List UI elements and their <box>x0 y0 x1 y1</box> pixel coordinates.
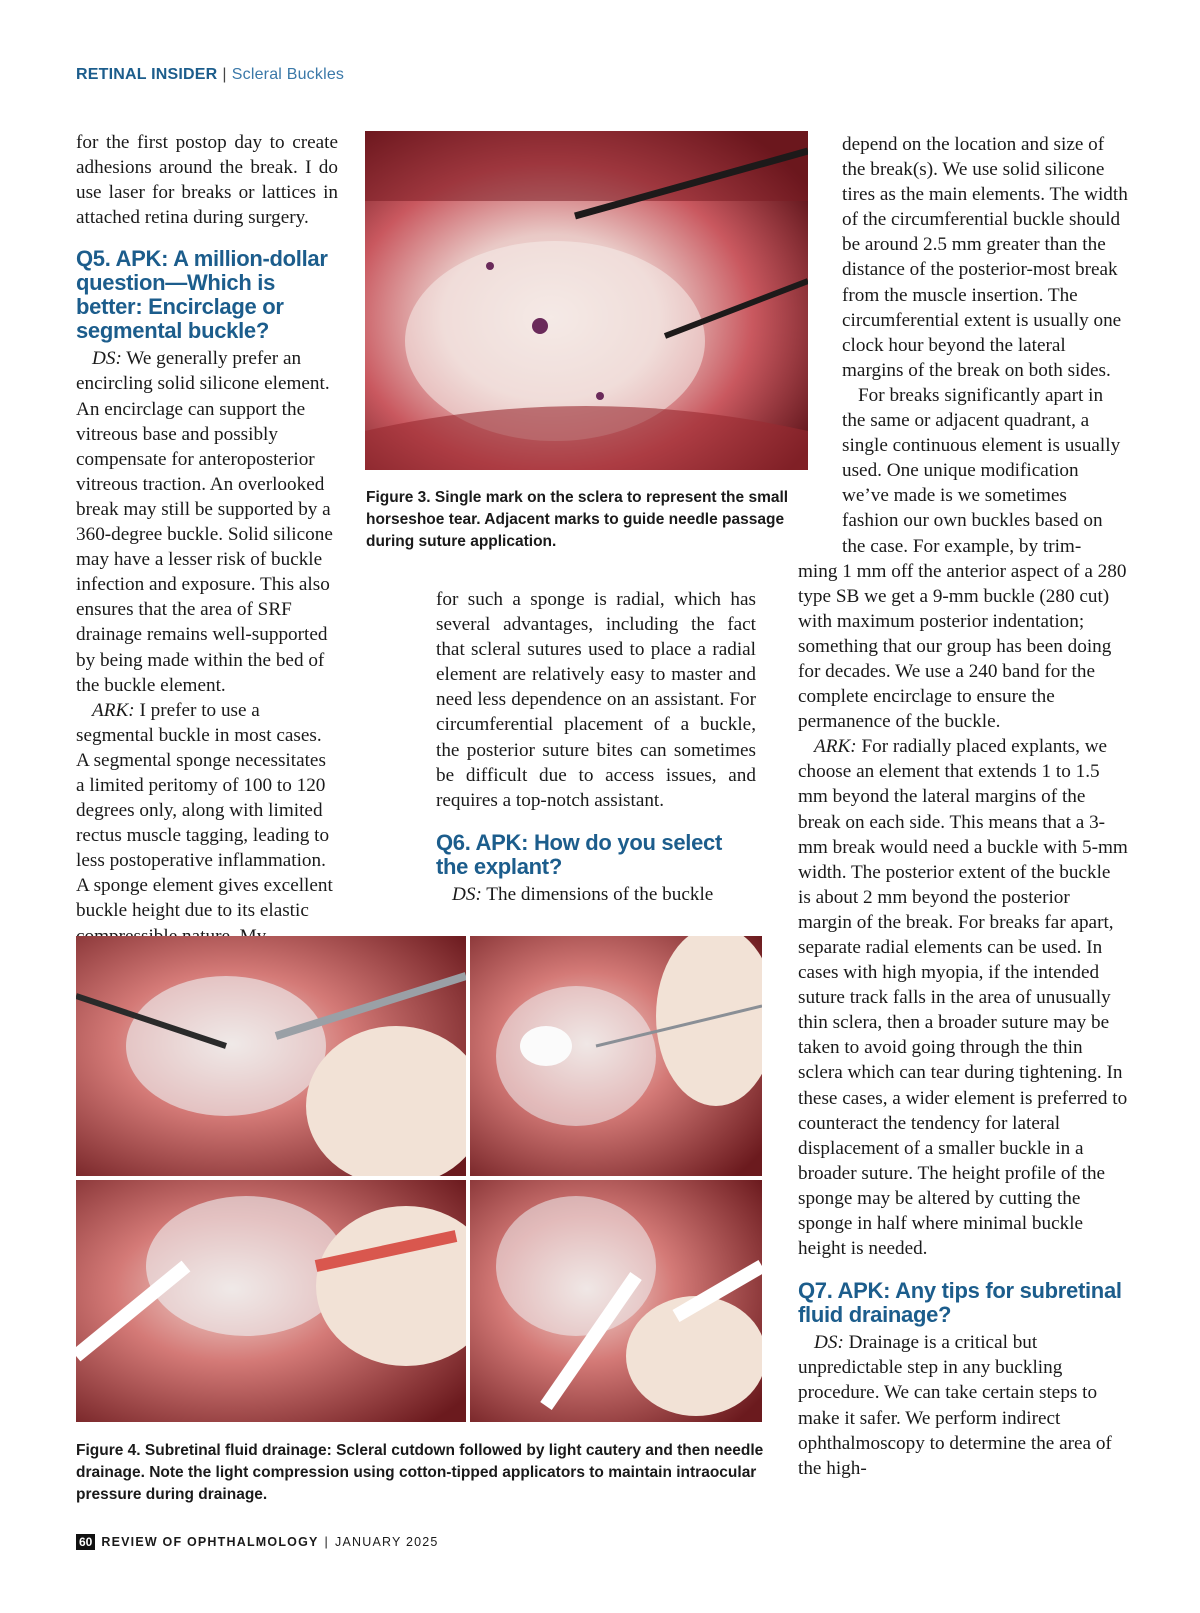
ds-answer-text: Drainage is a critical but unpredictable step in any buckling procedure. We can take certain steps to make it safer. We perform indirect ophthalmoscopy to determine the area of the high- <box>798 1332 1112 1479</box>
question-5-heading: Q5. APK: A million-dollar question—Which is better: Encirclage or segmental buckle? <box>76 246 328 344</box>
speaker-ark: ARK: <box>814 736 857 758</box>
section-label: RETINAL INSIDER <box>76 66 218 83</box>
column-3 <box>798 132 1128 1481</box>
magazine-name: REVIEW OF OPHTHALMOLOGY <box>101 1535 319 1549</box>
speaker-ark: ARK: <box>92 699 135 721</box>
ds-answer-text: We generally prefer an encircling solid silicone element. An encirclage can support the vitreous base and possibly compensate for anteroposterior vitreous traction. An overlooked break may still be supported by a 360-degree buckle. Solid silicone may have a lesser risk of buckle infection and exposure. This also ensures that the area of SRF drainage remains well-supported by being made within the bed of the buckle element. <box>76 348 333 696</box>
header-separator: | <box>222 66 227 83</box>
ark-answer-text: For radially placed explants, we choose an element that extends 1 to 1.5 mm beyond the lateral margins of the break on each side. This means that a 3-mm break would need a buckle with 5-mm width. The posterior extent of the buckle is about 2 mm beyond the posterior margin of the break. For breaks far apart, separate radial elements can be used. In cases with high myopia, if the intended suture track falls in the area of unusually thin sclera, then a broader suture may be taken to avoid going through the thin sclera which can tear during tightening. In these cases, a wider element is preferred to counteract the tendency for lateral displacement of a smaller buckle in a broader suture. The height profile of the sponge may be altered by cutting the sponge in half where minimal buckle height is needed. <box>798 736 1128 1260</box>
column-1 <box>76 130 338 974</box>
speaker-ds: DS: <box>92 348 122 370</box>
page-footer <box>76 1534 439 1550</box>
col2-paragraph-1: for such a sponge is radial, which has several advantages, including the fact that scleral sutures used to place a radial element are relatively easy to master and need less dependence on an assistant. For circumferential placement of a buckle, the posterior suture bites can sometimes be difficult due to access issues, and requires a top-notch assistant. <box>436 589 756 811</box>
column-2 <box>436 587 756 907</box>
col2-ds-answer <box>436 882 756 907</box>
issue-date: JANUARY 2025 <box>335 1535 439 1549</box>
page-number: 60 <box>76 1534 95 1550</box>
figure-3-image <box>365 131 808 470</box>
ds-answer-text: The dimensions of the buckle <box>481 883 714 905</box>
question-6-heading: Q6. APK: How do you select the explant? <box>436 829 722 879</box>
footer-separator: | <box>324 1535 329 1549</box>
question-7-heading: Q7. APK: Any tips for subretinal fluid drainage? <box>798 1278 1122 1328</box>
figure-4-image <box>76 936 762 1422</box>
topic-label: Scleral Buckles <box>231 66 345 83</box>
col3-paragraph-2: For breaks significantly apart in the same or adjacent quadrant, a single continuous element is usually used. One unique modification we’ve made is we sometimes fashion our own buckles based on the case. For example, by trim- <box>842 384 1121 557</box>
col1-paragraph-1: for the first postop day to create adhesions around the break. I do use laser for breaks or lattices in attached retina during surgery. <box>76 132 338 229</box>
ark-answer-text: I prefer to use a segmental buckle in most cases. A segmental sponge necessitates a limited peritomy of 100 to 120 degrees only, along with limited rectus muscle tagging, leading to less postoperative inflammation. A sponge element gives excellent buckle height due to its elastic <box>76 699 333 922</box>
figure-3-caption: Figure 3. Single mark on the sclera to represent the small horseshoe tear. Adjacent marks to guide needle passage during suture application. <box>366 489 789 550</box>
col1-ark-answer <box>76 698 338 974</box>
speaker-ds: DS: <box>814 1332 844 1354</box>
figure-4-caption: Figure 4. Subretinal fluid drainage: Scleral cutdown followed by light cautery and then needle drainage. Note the light compression using cotton-tipped applicators to maintain intraocular pressure during drainage. <box>76 1442 764 1503</box>
col3-ds-answer <box>798 1330 1128 1481</box>
col3-paragraph-2-continued: ming 1 mm off the anterior aspect of a 280 type SB we get a 9-mm buckle (280 cut) with maximum posterior indentation; something that our group has been doing for decades. We use a 240 band for the complete encirclage to ensure the permanence of the buckle. <box>798 560 1127 733</box>
speaker-ds: DS: <box>452 883 482 905</box>
running-header <box>76 66 344 84</box>
col3-ark-answer <box>798 734 1128 1261</box>
col1-ds-answer <box>76 346 338 697</box>
col3-paragraph-1: depend on the location and size of the break(s). We use solid silicone tires as the main elements. The width of the circumferential buckle should be around 2.5 mm greater than the distance of the posterior-most break from the muscle insertion. The circumferential extent is usually one clock hour beyond the lateral margins of the break on both sides. <box>842 134 1128 381</box>
